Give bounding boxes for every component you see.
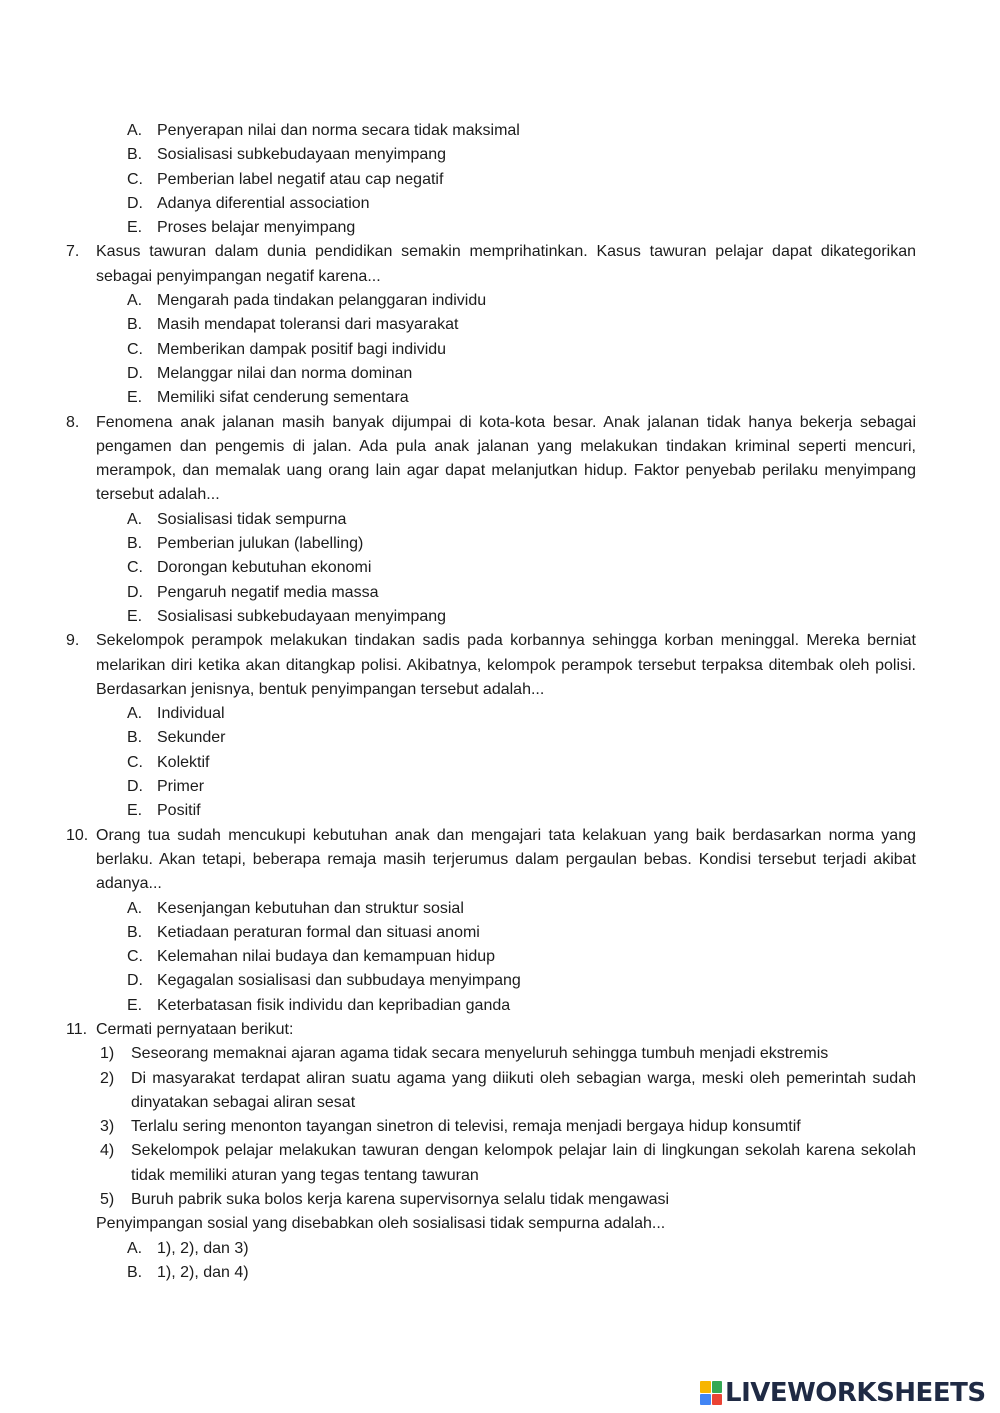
option-text: 1), 2), dan 4)	[157, 1263, 249, 1281]
option-row[interactable]	[0, 532, 1000, 556]
question-text: Cermati pernyataan berikut:	[96, 1020, 294, 1038]
option-row[interactable]	[0, 508, 1000, 532]
option-text: 1), 2), dan 3)	[157, 1239, 249, 1257]
question-10	[0, 824, 1000, 1018]
option-letter: D.	[127, 583, 143, 601]
option-letter: C.	[127, 753, 143, 771]
option-row[interactable]	[0, 969, 1000, 993]
question-number: 8.	[66, 413, 80, 431]
question-number: 10.	[66, 826, 89, 844]
option-text: Individual	[157, 705, 225, 723]
option-row[interactable]	[0, 556, 1000, 580]
option-row[interactable]	[0, 1237, 1000, 1261]
option-row[interactable]	[0, 362, 1000, 386]
option-row[interactable]	[0, 945, 1000, 969]
option-row[interactable]	[0, 143, 1000, 167]
question-text: Orang tua sudah mencukupi kebutuhan anak dan mengajari tata kelakuan yang baik berdasarkan norma yang berlaku. Akan tetapi, beberapa remaja masih terjerumus dalam pergaulan bebas. Kondisi tersebut terjadi akibat adanya...	[96, 826, 916, 893]
option-letter: D.	[127, 972, 143, 990]
question-number: 9.	[66, 632, 80, 650]
option-letter: D.	[127, 364, 143, 382]
question-7	[0, 240, 1000, 410]
logo-square	[700, 1381, 711, 1393]
option-text: Proses belajar menyimpang	[157, 219, 356, 237]
option-row[interactable]	[0, 1261, 1000, 1285]
option-letter: E.	[127, 389, 143, 407]
liveworksheets-logo[interactable]	[700, 1376, 986, 1410]
option-letter: B.	[127, 316, 143, 334]
question-11	[0, 1018, 1000, 1285]
option-letter: A.	[127, 292, 143, 310]
question-8	[0, 411, 1000, 630]
option-row[interactable]	[0, 994, 1000, 1018]
option-text: Ketiadaan peraturan formal dan situasi anomi	[157, 923, 480, 941]
logo-square	[712, 1394, 723, 1406]
statement-text: Buruh pabrik suka bolos kerja karena supervisornya selalu tidak mengawasi	[131, 1191, 670, 1209]
option-letter: E.	[127, 802, 143, 820]
logo-square	[712, 1381, 723, 1393]
question-stem	[0, 240, 1000, 289]
option-row[interactable]	[0, 313, 1000, 337]
option-row[interactable]	[0, 168, 1000, 192]
question-number: 11.	[66, 1020, 88, 1038]
option-text: Kegagalan sosialisasi dan subbudaya menyimpang	[157, 972, 521, 990]
option-text: Melanggar nilai dan norma dominan	[157, 364, 413, 382]
option-row[interactable]	[0, 338, 1000, 362]
option-letter: D.	[127, 194, 143, 212]
option-letter: E.	[127, 607, 143, 625]
option-text: Memiliki sifat cenderung sementara	[157, 389, 409, 407]
option-text: Kelemahan nilai budaya dan kemampuan hidup	[157, 948, 496, 966]
option-letter: B.	[127, 146, 143, 164]
question-lead: Penyimpangan sosial yang disebabkan oleh sosialisasi tidak sempurna adalah...	[96, 1215, 666, 1233]
logo-mark-icon	[700, 1381, 722, 1405]
option-row[interactable]	[0, 216, 1000, 240]
option-text: Sosialisasi tidak sempurna	[157, 510, 347, 528]
question-stem	[0, 1018, 1000, 1042]
option-letter: E.	[127, 996, 143, 1014]
option-row[interactable]	[0, 386, 1000, 410]
question-stem	[0, 629, 1000, 702]
option-letter: B.	[127, 1263, 143, 1281]
option-letter: C.	[127, 559, 143, 577]
option-row[interactable]	[0, 751, 1000, 775]
option-letter: B.	[127, 923, 143, 941]
option-text: Pemberian label negatif atau cap negatif	[157, 170, 444, 188]
statement-text: Di masyarakat terdapat aliran suatu agama yang diikuti oleh sebagian warga, meski oleh pemerintah sudah dinyatakan sebagai aliran sesat	[131, 1069, 916, 1111]
option-text: Primer	[157, 778, 205, 796]
logo-text: LIVEWORKSHEETS	[725, 1378, 986, 1408]
option-row[interactable]	[0, 605, 1000, 629]
option-text: Sosialisasi subkebudayaan menyimpang	[157, 146, 447, 164]
option-text: Memberikan dampak positif bagi individu	[157, 340, 447, 358]
option-row[interactable]	[0, 289, 1000, 313]
statement-row	[0, 1067, 1000, 1116]
option-row[interactable]	[0, 921, 1000, 945]
statement-row	[0, 1188, 1000, 1212]
option-text: Adanya diferential association	[157, 194, 370, 212]
option-text: Pemberian julukan (labelling)	[157, 535, 364, 553]
question-9	[0, 629, 1000, 823]
statement-number: 5)	[100, 1191, 115, 1209]
option-text: Masih mendapat toleransi dari masyarakat	[157, 316, 459, 334]
statement-row	[0, 1042, 1000, 1066]
option-letter: A.	[127, 899, 143, 917]
question-text: Kasus tawuran dalam dunia pendidikan semakin memprihatinkan. Kasus tawuran pelajar dapat dikategorikan sebagai penyimpangan negatif karena...	[96, 243, 916, 285]
option-text: Pengaruh negatif media massa	[157, 583, 379, 601]
option-row[interactable]	[0, 119, 1000, 143]
option-row[interactable]	[0, 799, 1000, 823]
option-letter: C.	[127, 948, 143, 966]
option-row[interactable]	[0, 192, 1000, 216]
option-text: Keterbatasan fisik individu dan kepribadian ganda	[157, 996, 511, 1014]
option-letter: A.	[127, 1239, 143, 1257]
option-text: Mengarah pada tindakan pelanggaran individu	[157, 292, 487, 310]
option-text: Positif	[157, 802, 201, 820]
statement-row	[0, 1139, 1000, 1188]
statement-number: 2)	[100, 1069, 115, 1087]
option-letter: B.	[127, 729, 143, 747]
question-number: 7.	[66, 243, 80, 261]
question-text: Sekelompok perampok melakukan tindakan sadis pada korbannya sehingga korban meninggal. Mereka berniat melarikan diri ketika akan ditangkap polisi. Akibatnya, kelompok perampok tersebut terpaksa ditembak oleh polisi. Berdasarkan jenisnya, bentuk penyimpangan tersebut adalah...	[96, 632, 916, 698]
logo-square	[700, 1394, 711, 1406]
statement-number: 1)	[100, 1045, 115, 1063]
statement-text: Terlalu sering menonton tayangan sinetron di televisi, remaja menjadi bergaya hidup konsumtif	[131, 1118, 801, 1136]
q6-options	[0, 119, 1000, 240]
question-text: Fenomena anak jalanan masih banyak dijumpai di kota-kota besar. Anak jalanan tidak hanya bekerja sebagai pengamen dan pengemis di jalan. Ada pula anak jalanan yang melakukan tindakan kriminal seperti mencuri, merampok, dan memalak uang orang lain agar dapat melanjutkan hidup. Faktor penyebab perilaku menyimpang tersebut adalah...	[96, 413, 916, 504]
option-row[interactable]	[0, 581, 1000, 605]
option-letter: C.	[127, 340, 143, 358]
worksheet-page	[0, 119, 1000, 1285]
option-row[interactable]	[0, 897, 1000, 921]
option-text: Sekunder	[157, 729, 226, 747]
option-text: Penyerapan nilai dan norma secara tidak maksimal	[157, 122, 520, 139]
option-letter: C.	[127, 170, 143, 188]
option-text: Sosialisasi subkebudayaan menyimpang	[157, 607, 447, 625]
option-letter: A.	[127, 510, 143, 528]
statement-row	[0, 1115, 1000, 1139]
option-text: Dorongan kebutuhan ekonomi	[157, 559, 372, 577]
statement-text: Seseorang memaknai ajaran agama tidak secara menyeluruh sehingga tumbuh menjadi ekstremis	[131, 1045, 829, 1063]
option-text: Kolektif	[157, 753, 210, 771]
question-stem	[0, 411, 1000, 508]
question-stem	[0, 824, 1000, 897]
statement-number: 3)	[100, 1118, 115, 1136]
option-letter: E.	[127, 219, 143, 237]
option-letter: A.	[127, 122, 143, 139]
statement-text: Sekelompok pelajar melakukan tawuran dengan kelompok pelajar lain di lingkungan sekolah karena sekolah tidak memiliki aturan yang tegas tentang tawuran	[131, 1142, 916, 1184]
option-letter: B.	[127, 535, 143, 553]
option-row[interactable]	[0, 726, 1000, 750]
option-letter: A.	[127, 705, 143, 723]
option-text: Kesenjangan kebutuhan dan struktur sosial	[157, 899, 464, 917]
option-row[interactable]	[0, 702, 1000, 726]
option-letter: D.	[127, 778, 143, 796]
option-row[interactable]	[0, 775, 1000, 799]
statement-number: 4)	[100, 1142, 115, 1160]
